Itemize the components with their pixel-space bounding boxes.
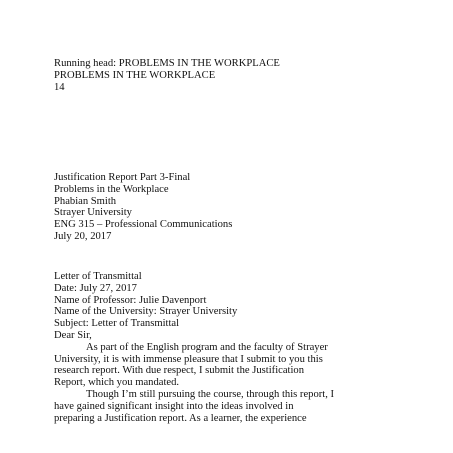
- title-page-info: [54, 172, 414, 243]
- report-title: Justification Report Part 3-Final: [54, 172, 191, 183]
- letter-professor: Name of Professor: Julie Davenport: [54, 294, 207, 306]
- letter-salutation: Dear Sir,: [54, 329, 92, 341]
- report-subtitle: Problems in the Workplace: [54, 183, 169, 195]
- report-date: July 20, 2017: [54, 230, 112, 242]
- author-name: Phabian Smith: [54, 195, 117, 207]
- letter-body-line: As part of the English program and the faculty of Strayer: [86, 341, 328, 353]
- letter-body-line: Though I’m still pursuing the course, through this report, I: [86, 388, 335, 400]
- letter-of-transmittal: [54, 271, 414, 424]
- letter-heading: Letter of Transmittal: [54, 271, 142, 282]
- running-head: Running head: PROBLEMS IN THE WORKPLACE: [54, 58, 280, 69]
- letter-body-line: Report, which you mandated.: [54, 377, 180, 389]
- letter-subject: Subject: Letter of Transmittal: [54, 318, 180, 330]
- page-header: [54, 58, 414, 93]
- letter-body-line: research report. With due respect, I submit the Justification: [54, 365, 305, 377]
- letter-date: Date: July 27, 2017: [54, 282, 137, 294]
- letter-body-line: preparing a Justification report. As a learner, the experience: [54, 412, 307, 424]
- short-title: PROBLEMS IN THE WORKPLACE: [54, 69, 216, 81]
- letter-body-line: University, it is with immense pleasure that I submit to you this: [54, 353, 323, 365]
- letter-body-line: have gained significant insight into the ideas involved in: [54, 400, 294, 412]
- page-number: 14: [54, 81, 65, 93]
- institution: Strayer University: [54, 207, 132, 219]
- letter-university: Name of the University: Strayer University: [54, 306, 238, 318]
- course-name: ENG 315 – Professional Communications: [54, 219, 233, 231]
